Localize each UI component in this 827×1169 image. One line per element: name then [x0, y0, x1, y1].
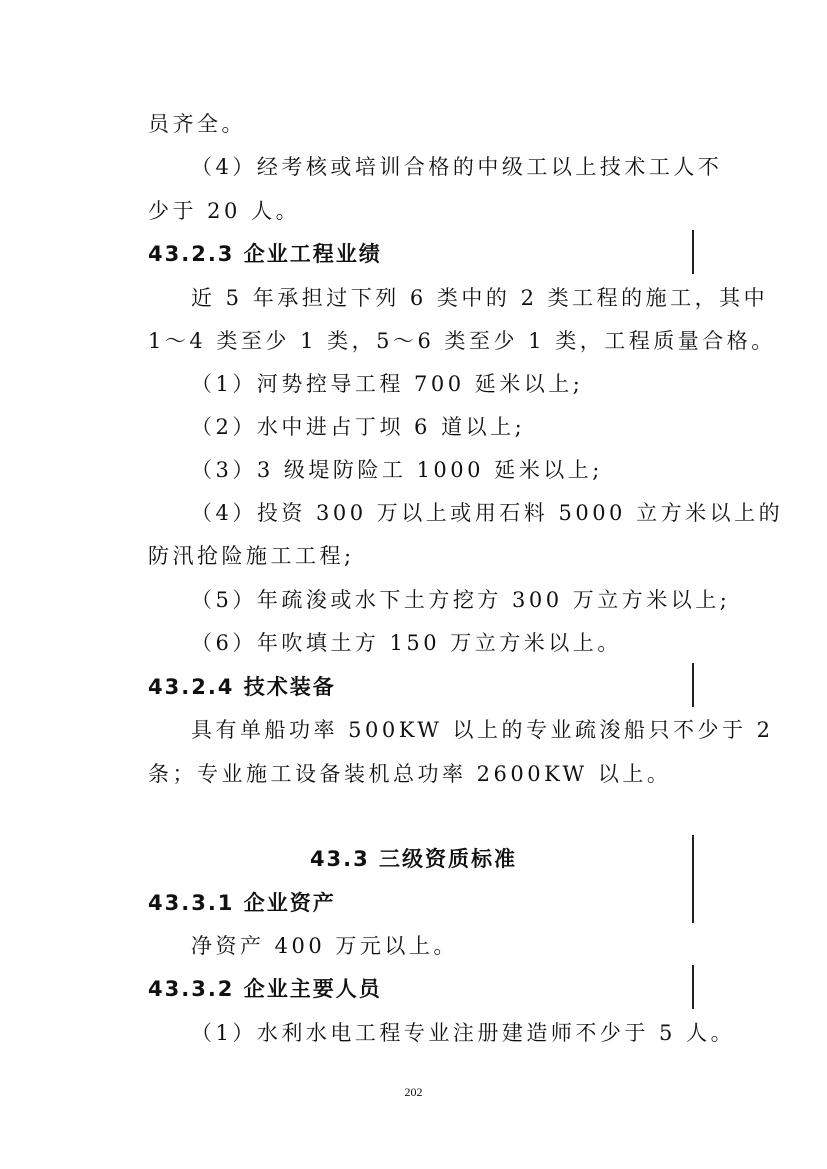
section-heading: 43.3.2 企业主要人员: [148, 977, 382, 1001]
text-line: 防汛抢险施工工程;: [148, 544, 355, 568]
text-line: 条；专业施工设备装机总功率 2600KW 以上。: [148, 762, 672, 786]
text-line: 净资产 400 万元以上。: [191, 934, 458, 958]
list-item: （5）年疏浚或水下土方挖方 300 万立方米以上;: [191, 588, 731, 612]
section-heading: 43.2.3 企业工程业绩: [148, 242, 382, 266]
list-item: （1）河势控导工程 700 延米以上;: [191, 372, 584, 396]
list-item: （3）3 级堤防险工 1000 延米以上;: [191, 458, 603, 482]
section-heading: 43.3.1 企业资产: [148, 891, 336, 915]
chapter-heading: 43.3 三级资质标准: [309, 847, 518, 871]
text-line: 具有单船功率 500KW 以上的专业疏浚船只不少于 2: [191, 718, 774, 742]
text-line: 员齐全。: [148, 112, 246, 136]
revision-bar: [692, 230, 694, 274]
list-item: （2）水中进占丁坝 6 道以上;: [191, 415, 526, 439]
page-number: 202: [404, 1085, 423, 1099]
text-line: （4）经考核或培训合格的中级工以上技术工人不: [191, 155, 723, 179]
revision-bar: [692, 965, 694, 1009]
section-heading: 43.2.4 技术装备: [148, 675, 336, 699]
list-item: （4）投资 300 万以上或用石料 5000 立方米以上的: [191, 501, 784, 525]
list-item: （6）年吹填土方 150 万立方米以上。: [191, 631, 622, 655]
list-item: （1）水利水电工程专业注册建造师不少于 5 人。: [191, 1021, 736, 1045]
text-line: 近 5 年承担过下列 6 类中的 2 类工程的施工，其中: [191, 286, 769, 310]
text-line: 1～4 类至少 1 类，5～6 类至少 1 类，工程质量合格。: [148, 329, 776, 353]
revision-bar: [692, 835, 694, 923]
text-line: 少于 20 人。: [148, 199, 301, 223]
revision-bar: [692, 663, 694, 707]
